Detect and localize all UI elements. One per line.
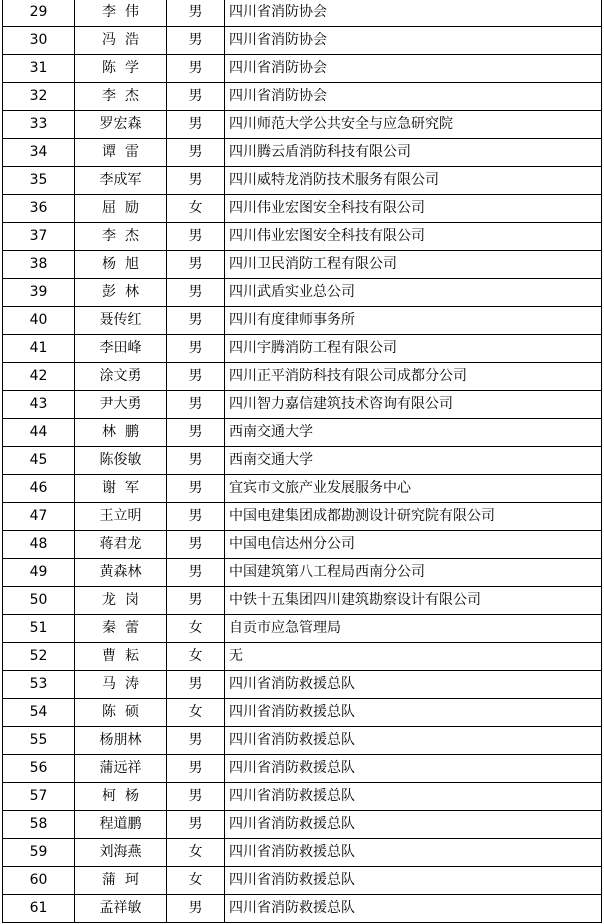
gender: 男 [167,447,225,475]
table-row [3,139,602,167]
row-number: 52 [3,643,75,671]
organization: 四川智力嘉信建筑技术咨询有限公司 [225,391,602,419]
row-number: 55 [3,727,75,755]
person-name: 李田峰 [75,335,167,363]
table-row [3,755,602,783]
table-row [3,643,602,671]
person-name: 林 鹏 [75,419,167,447]
table-row [3,811,602,839]
table-row [3,27,602,55]
person-name: 彭 林 [75,279,167,307]
row-number: 61 [3,895,75,923]
gender: 男 [167,111,225,139]
row-number: 43 [3,391,75,419]
person-name: 陈 硕 [75,699,167,727]
table-row [3,531,602,559]
row-number: 36 [3,195,75,223]
organization: 四川威特龙消防技术服务有限公司 [225,167,602,195]
roster-table-body [3,0,602,923]
gender: 男 [167,671,225,699]
organization: 四川省消防救援总队 [225,895,602,923]
person-name: 尹大勇 [75,391,167,419]
table-row [3,727,602,755]
person-name: 谭 雷 [75,139,167,167]
gender: 男 [167,503,225,531]
table-row [3,783,602,811]
row-number: 57 [3,783,75,811]
person-name: 曹 耘 [75,643,167,671]
organization: 四川省消防协会 [225,55,602,83]
table-row [3,587,602,615]
person-name: 屈 励 [75,195,167,223]
row-number: 48 [3,531,75,559]
organization: 四川宇腾消防工程有限公司 [225,335,602,363]
gender: 女 [167,839,225,867]
table-row [3,111,602,139]
organization: 中国电建集团成都勘测设计研究院有限公司 [225,503,602,531]
person-name: 李成军 [75,167,167,195]
organization: 四川武盾实业总公司 [225,279,602,307]
organization: 四川腾云盾消防科技有限公司 [225,139,602,167]
gender: 女 [167,699,225,727]
gender: 男 [167,475,225,503]
organization: 西南交通大学 [225,419,602,447]
person-name: 蒲远祥 [75,755,167,783]
person-name: 蒲 珂 [75,867,167,895]
table-row [3,307,602,335]
row-number: 60 [3,867,75,895]
gender: 男 [167,279,225,307]
organization: 四川省消防救援总队 [225,839,602,867]
row-number: 45 [3,447,75,475]
person-name: 李 伟 [75,0,167,27]
table-row [3,391,602,419]
row-number: 40 [3,307,75,335]
person-name: 聂传红 [75,307,167,335]
person-name: 冯 浩 [75,27,167,55]
gender: 男 [167,419,225,447]
row-number: 46 [3,475,75,503]
person-name: 龙 岗 [75,587,167,615]
table-row [3,447,602,475]
gender: 男 [167,755,225,783]
person-name: 陈 学 [75,55,167,83]
table-row [3,699,602,727]
person-name: 李 杰 [75,223,167,251]
organization: 四川省消防协会 [225,27,602,55]
table-row [3,615,602,643]
organization: 四川省消防救援总队 [225,699,602,727]
gender: 男 [167,587,225,615]
organization: 四川省消防救援总队 [225,671,602,699]
organization: 四川省消防救援总队 [225,783,602,811]
row-number: 30 [3,27,75,55]
gender: 女 [167,643,225,671]
table-row [3,867,602,895]
person-name: 杨 旭 [75,251,167,279]
gender: 男 [167,531,225,559]
person-name: 陈俊敏 [75,447,167,475]
organization: 宜宾市文旅产业发展服务中心 [225,475,602,503]
roster-table [2,0,602,923]
organization: 四川伟业宏图安全科技有限公司 [225,195,602,223]
gender: 男 [167,559,225,587]
person-name: 王立明 [75,503,167,531]
person-name: 蒋君龙 [75,531,167,559]
organization: 四川省消防救援总队 [225,727,602,755]
row-number: 51 [3,615,75,643]
person-name: 涂文勇 [75,363,167,391]
table-row [3,251,602,279]
organization: 四川师范大学公共安全与应急研究院 [225,111,602,139]
organization: 四川省消防救援总队 [225,867,602,895]
gender: 男 [167,83,225,111]
table-row [3,195,602,223]
row-number: 29 [3,0,75,27]
gender: 男 [167,391,225,419]
row-number: 34 [3,139,75,167]
table-row [3,167,602,195]
gender: 男 [167,139,225,167]
gender: 男 [167,727,225,755]
row-number: 35 [3,167,75,195]
table-row [3,671,602,699]
table-row [3,503,602,531]
table-row [3,83,602,111]
table-row [3,335,602,363]
organization: 四川伟业宏图安全科技有限公司 [225,223,602,251]
organization: 中国建筑第八工程局西南分公司 [225,559,602,587]
gender: 男 [167,167,225,195]
row-number: 32 [3,83,75,111]
person-name: 秦 蕾 [75,615,167,643]
row-number: 44 [3,419,75,447]
gender: 男 [167,223,225,251]
organization: 中铁十五集团四川建筑勘察设计有限公司 [225,587,602,615]
row-number: 47 [3,503,75,531]
gender: 男 [167,251,225,279]
gender: 女 [167,195,225,223]
row-number: 38 [3,251,75,279]
row-number: 39 [3,279,75,307]
row-number: 33 [3,111,75,139]
organization: 四川省消防救援总队 [225,811,602,839]
person-name: 李 杰 [75,83,167,111]
row-number: 50 [3,587,75,615]
row-number: 53 [3,671,75,699]
person-name: 马 涛 [75,671,167,699]
table-row [3,419,602,447]
table-row [3,363,602,391]
row-number: 54 [3,699,75,727]
gender: 男 [167,335,225,363]
table-row [3,839,602,867]
table-row [3,223,602,251]
row-number: 49 [3,559,75,587]
organization: 四川有度律师事务所 [225,307,602,335]
person-name: 黄森林 [75,559,167,587]
gender: 男 [167,811,225,839]
gender: 女 [167,867,225,895]
organization: 自贡市应急管理局 [225,615,602,643]
person-name: 罗宏森 [75,111,167,139]
row-number: 37 [3,223,75,251]
row-number: 59 [3,839,75,867]
organization: 中国电信达州分公司 [225,531,602,559]
organization: 无 [225,643,602,671]
table-row [3,0,602,27]
organization: 西南交通大学 [225,447,602,475]
row-number: 58 [3,811,75,839]
row-number: 41 [3,335,75,363]
table-row [3,559,602,587]
organization: 四川省消防协会 [225,83,602,111]
row-number: 56 [3,755,75,783]
gender: 男 [167,895,225,923]
gender: 男 [167,307,225,335]
person-name: 柯 杨 [75,783,167,811]
table-row [3,55,602,83]
table-row [3,279,602,307]
gender: 男 [167,27,225,55]
organization: 四川卫民消防工程有限公司 [225,251,602,279]
organization: 四川省消防协会 [225,0,602,27]
person-name: 谢 军 [75,475,167,503]
gender: 男 [167,55,225,83]
table-row [3,475,602,503]
gender: 男 [167,0,225,27]
person-name: 刘海燕 [75,839,167,867]
person-name: 杨朋林 [75,727,167,755]
gender: 男 [167,783,225,811]
row-number: 31 [3,55,75,83]
organization: 四川省消防救援总队 [225,755,602,783]
person-name: 孟祥敏 [75,895,167,923]
person-name: 程道鹏 [75,811,167,839]
gender: 男 [167,363,225,391]
row-number: 42 [3,363,75,391]
organization: 四川正平消防科技有限公司成都分公司 [225,363,602,391]
table-row [3,895,602,923]
gender: 女 [167,615,225,643]
